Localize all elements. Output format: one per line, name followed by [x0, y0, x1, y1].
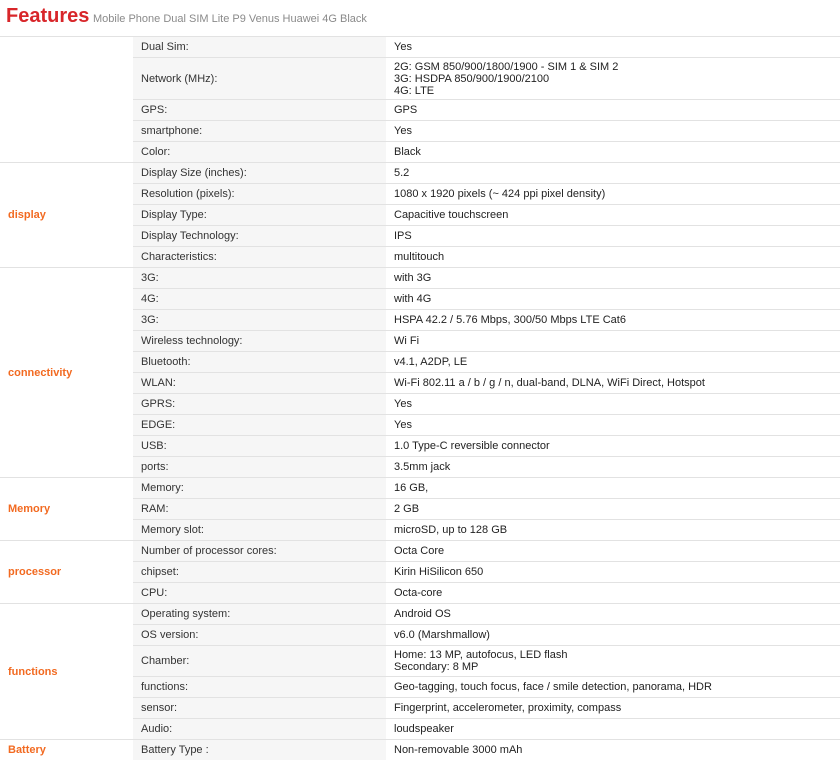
spec-value-line: 2G: GSM 850/900/1800/1900 - SIM 1 & SIM 2	[394, 60, 619, 73]
spec-label: Memory:	[133, 478, 386, 499]
spec-value-line: 16 GB,	[394, 482, 429, 494]
section-heading	[0, 37, 133, 163]
section-heading: functions	[0, 604, 133, 740]
product-subtitle: Mobile Phone Dual SIM Lite P9 Venus Huawei 4G Black	[93, 13, 367, 25]
spec-value-line: with 3G	[394, 272, 432, 284]
spec-value-line: 1.0 Type-C reversible connector	[394, 440, 550, 452]
spec-value	[386, 583, 840, 604]
specs-table	[0, 36, 840, 760]
features-header	[0, 0, 840, 36]
spec-value	[386, 457, 840, 478]
spec-label: 4G:	[133, 289, 386, 310]
spec-value-line: Yes	[394, 41, 412, 53]
table-row	[0, 541, 840, 562]
spec-label: 3G:	[133, 268, 386, 289]
spec-label: EDGE:	[133, 415, 386, 436]
spec-label: Battery Type :	[133, 740, 386, 761]
spec-label: Memory slot:	[133, 520, 386, 541]
spec-value-line: Capacitive touchscreen	[394, 209, 509, 221]
spec-value	[386, 205, 840, 226]
section-heading: connectivity	[0, 268, 133, 478]
spec-label: Network (MHz):	[133, 58, 386, 100]
spec-value	[386, 226, 840, 247]
spec-value-line: microSD, up to 128 GB	[394, 524, 508, 536]
spec-value	[386, 310, 840, 331]
spec-value	[386, 247, 840, 268]
spec-value-line: Yes	[394, 419, 412, 431]
spec-value-line: Home: 13 MP, autofocus, LED flash	[394, 649, 568, 661]
spec-value-line: v4.1, A2DP, LE	[394, 356, 468, 368]
spec-value	[386, 100, 840, 121]
section-heading: display	[0, 163, 133, 268]
spec-label: GPS:	[133, 100, 386, 121]
spec-label: OS version:	[133, 625, 386, 646]
spec-value	[386, 37, 840, 58]
spec-value	[386, 436, 840, 457]
spec-value-line: Android OS	[394, 608, 451, 620]
spec-value-line: GPS	[394, 104, 418, 116]
spec-value-line: Yes	[394, 398, 412, 410]
spec-label: ports:	[133, 457, 386, 478]
spec-value	[386, 677, 840, 698]
spec-value-line: v6.0 (Marshmallow)	[394, 629, 490, 641]
spec-label: USB:	[133, 436, 386, 457]
spec-value-line: 4G: LTE	[394, 84, 435, 97]
spec-value	[386, 121, 840, 142]
spec-label: Wireless technology:	[133, 331, 386, 352]
spec-value	[386, 719, 840, 740]
spec-value	[386, 499, 840, 520]
section-heading: Memory	[0, 478, 133, 541]
spec-label: WLAN:	[133, 373, 386, 394]
spec-value-line: Black	[394, 146, 421, 158]
spec-value	[386, 698, 840, 719]
spec-value	[386, 646, 840, 677]
spec-label: GPRS:	[133, 394, 386, 415]
spec-value	[386, 352, 840, 373]
spec-value-line: Non-removable 3000 mAh	[394, 744, 523, 756]
spec-value-line: Octa-core	[394, 587, 443, 599]
spec-value	[386, 740, 840, 761]
section-heading: processor	[0, 541, 133, 604]
spec-value	[386, 184, 840, 205]
spec-label: Number of processor cores:	[133, 541, 386, 562]
spec-value-line: IPS	[394, 230, 412, 242]
spec-label: RAM:	[133, 499, 386, 520]
spec-label: CPU:	[133, 583, 386, 604]
table-row	[0, 740, 840, 761]
specs-table-body	[0, 37, 840, 761]
spec-label: Operating system:	[133, 604, 386, 625]
table-row	[0, 268, 840, 289]
spec-label: chipset:	[133, 562, 386, 583]
spec-value-line: Fingerprint, accelerometer, proximity, compass	[394, 702, 622, 714]
spec-value-line: Geo-tagging, touch focus, face / smile detection, panorama, HDR	[394, 681, 712, 693]
spec-value	[386, 163, 840, 184]
table-row	[0, 604, 840, 625]
spec-value	[386, 289, 840, 310]
spec-label: smartphone:	[133, 121, 386, 142]
page-title: Features	[6, 5, 90, 27]
spec-value	[386, 373, 840, 394]
spec-label: Audio:	[133, 719, 386, 740]
spec-value-line: Octa Core	[394, 545, 445, 557]
spec-value-line: Secondary: 8 MP	[394, 661, 479, 673]
spec-value	[386, 541, 840, 562]
spec-value-line: Yes	[394, 125, 412, 137]
spec-label: functions:	[133, 677, 386, 698]
spec-label: Chamber:	[133, 646, 386, 677]
spec-value-line: Wi-Fi 802.11 a / b / g / n, dual-band, DLNA, WiFi Direct, Hotspot	[394, 377, 705, 389]
section-heading: Battery	[0, 740, 133, 761]
spec-value-line: loudspeaker	[394, 723, 454, 735]
spec-label: Display Type:	[133, 205, 386, 226]
table-row	[0, 37, 840, 58]
spec-value-line: 2 GB	[394, 503, 420, 515]
spec-label: Display Size (inches):	[133, 163, 386, 184]
spec-value	[386, 331, 840, 352]
spec-value-line: Kirin HiSilicon 650	[394, 566, 484, 578]
spec-value	[386, 415, 840, 436]
spec-value	[386, 58, 840, 100]
spec-value-line: 1080 x 1920 pixels (~ 424 ppi pixel density)	[394, 188, 606, 200]
spec-value-line: 3.5mm jack	[394, 461, 451, 473]
spec-value-line: multitouch	[394, 251, 445, 263]
table-row	[0, 478, 840, 499]
spec-label: Dual Sim:	[133, 37, 386, 58]
spec-value-line: 5.2	[394, 167, 410, 179]
spec-label: Bluetooth:	[133, 352, 386, 373]
spec-value-line: Wi Fi	[394, 335, 420, 347]
spec-value	[386, 478, 840, 499]
spec-value	[386, 520, 840, 541]
spec-value-line: with 4G	[394, 293, 432, 305]
spec-value	[386, 604, 840, 625]
spec-value	[386, 268, 840, 289]
spec-label: sensor:	[133, 698, 386, 719]
spec-label: Color:	[133, 142, 386, 163]
spec-value-line: HSPA 42.2 / 5.76 Mbps, 300/50 Mbps LTE Cat6	[394, 314, 626, 326]
table-row	[0, 163, 840, 184]
spec-value	[386, 562, 840, 583]
spec-label: 3G:	[133, 310, 386, 331]
spec-value	[386, 142, 840, 163]
spec-value-line: 3G: HSDPA 850/900/1900/2100	[394, 72, 550, 85]
spec-label: Resolution (pixels):	[133, 184, 386, 205]
spec-label: Characteristics:	[133, 247, 386, 268]
spec-value	[386, 625, 840, 646]
spec-label: Display Technology:	[133, 226, 386, 247]
spec-value	[386, 394, 840, 415]
